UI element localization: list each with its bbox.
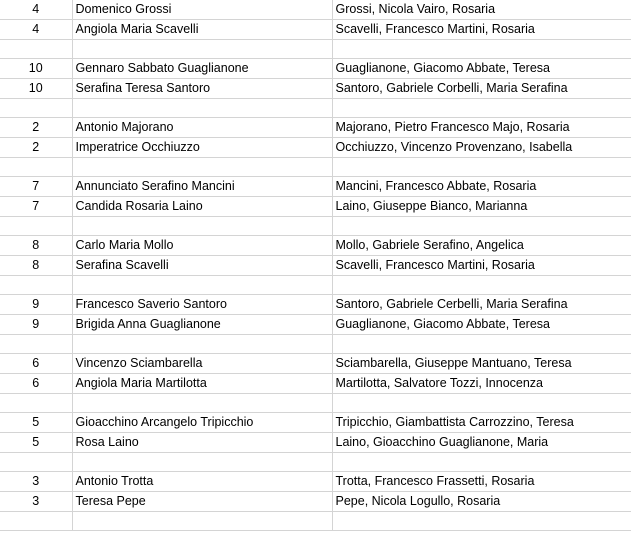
name-cell[interactable]: Vincenzo Sciambarella [72, 354, 332, 374]
parents-cell[interactable]: Occhiuzzo, Vincenzo Provenzano, Isabella [332, 138, 631, 158]
name-cell[interactable]: Angiola Maria Scavelli [72, 20, 332, 40]
name-cell[interactable] [72, 217, 332, 236]
num-cell[interactable]: 6 [0, 374, 72, 394]
num-cell[interactable]: 9 [0, 315, 72, 335]
table-row [0, 236, 631, 256]
table-row [0, 197, 631, 217]
parents-cell[interactable] [332, 512, 631, 531]
num-cell[interactable]: 2 [0, 118, 72, 138]
parents-cell[interactable] [332, 453, 631, 472]
parents-cell[interactable]: Majorano, Pietro Francesco Majo, Rosaria [332, 118, 631, 138]
parents-cell[interactable] [332, 99, 631, 118]
num-cell[interactable] [0, 453, 72, 472]
parents-cell[interactable]: Pepe, Nicola Logullo, Rosaria [332, 492, 631, 512]
num-cell[interactable]: 9 [0, 295, 72, 315]
table-row [0, 472, 631, 492]
num-cell[interactable]: 7 [0, 177, 72, 197]
table-row [0, 79, 631, 99]
table-row [0, 413, 631, 433]
name-cell[interactable] [72, 394, 332, 413]
parents-cell[interactable]: Scavelli, Francesco Martini, Rosaria [332, 20, 631, 40]
name-cell[interactable] [72, 453, 332, 472]
name-cell[interactable] [72, 40, 332, 59]
parents-cell[interactable]: Scavelli, Francesco Martini, Rosaria [332, 256, 631, 276]
parents-cell[interactable]: Trotta, Francesco Frassetti, Rosaria [332, 472, 631, 492]
num-cell[interactable] [0, 512, 72, 531]
name-cell[interactable]: Francesco Saverio Santoro [72, 295, 332, 315]
num-cell[interactable]: 7 [0, 197, 72, 217]
name-cell[interactable]: Rosa Laino [72, 433, 332, 453]
parents-cell[interactable]: Sciambarella, Giuseppe Mantuano, Teresa [332, 354, 631, 374]
parents-cell[interactable]: Santoro, Gabriele Corbelli, Maria Serafina [332, 79, 631, 99]
parents-cell[interactable]: Laino, Giuseppe Bianco, Marianna [332, 197, 631, 217]
num-cell[interactable]: 3 [0, 492, 72, 512]
num-cell[interactable] [0, 40, 72, 59]
num-cell[interactable] [0, 394, 72, 413]
num-cell[interactable]: 2 [0, 138, 72, 158]
parents-cell[interactable]: Mancini, Francesco Abbate, Rosaria [332, 177, 631, 197]
parents-cell[interactable]: Guaglianone, Giacomo Abbate, Teresa [332, 315, 631, 335]
table-row [0, 217, 631, 236]
table-row [0, 118, 631, 138]
parents-cell[interactable] [332, 158, 631, 177]
name-cell[interactable]: Antonio Trotta [72, 472, 332, 492]
name-cell[interactable]: Candida Rosaria Laino [72, 197, 332, 217]
name-cell[interactable]: Annunciato Serafino Mancini [72, 177, 332, 197]
table-row [0, 99, 631, 118]
num-cell[interactable] [0, 99, 72, 118]
name-cell[interactable]: Gioacchino Arcangelo Tripicchio [72, 413, 332, 433]
num-cell[interactable]: 5 [0, 413, 72, 433]
num-cell[interactable] [0, 335, 72, 354]
table-row [0, 177, 631, 197]
parents-cell[interactable] [332, 335, 631, 354]
parents-cell[interactable]: Tripicchio, Giambattista Carrozzino, Teresa [332, 413, 631, 433]
parents-cell[interactable] [332, 40, 631, 59]
num-cell[interactable]: 8 [0, 236, 72, 256]
num-cell[interactable]: 4 [0, 20, 72, 40]
num-cell[interactable]: 4 [0, 0, 72, 20]
num-cell[interactable]: 6 [0, 354, 72, 374]
table-row [0, 256, 631, 276]
name-cell[interactable]: Angiola Maria Martilotta [72, 374, 332, 394]
parents-cell[interactable]: Guaglianone, Giacomo Abbate, Teresa [332, 59, 631, 79]
table-row [0, 315, 631, 335]
num-cell[interactable]: 8 [0, 256, 72, 276]
table-row [0, 374, 631, 394]
table-row [0, 295, 631, 315]
num-cell[interactable] [0, 217, 72, 236]
name-cell[interactable]: Serafina Scavelli [72, 256, 332, 276]
parents-cell[interactable]: Laino, Gioacchino Guaglianone, Maria [332, 433, 631, 453]
name-cell[interactable]: Brigida Anna Guaglianone [72, 315, 332, 335]
num-cell[interactable] [0, 276, 72, 295]
table-row [0, 276, 631, 295]
name-cell[interactable]: Gennaro Sabbato Guaglianone [72, 59, 332, 79]
name-cell[interactable] [72, 276, 332, 295]
table-row [0, 492, 631, 512]
table-row [0, 394, 631, 413]
name-cell[interactable] [72, 335, 332, 354]
table-row [0, 20, 631, 40]
parents-cell[interactable] [332, 276, 631, 295]
table-row [0, 158, 631, 177]
table-row [0, 335, 631, 354]
name-cell[interactable] [72, 99, 332, 118]
name-cell[interactable] [72, 158, 332, 177]
name-cell[interactable]: Teresa Pepe [72, 492, 332, 512]
name-cell[interactable]: Carlo Maria Mollo [72, 236, 332, 256]
name-cell[interactable]: Domenico Grossi [72, 0, 332, 20]
name-cell[interactable]: Antonio Majorano [72, 118, 332, 138]
table-row [0, 433, 631, 453]
table-row [0, 138, 631, 158]
num-cell[interactable]: 10 [0, 59, 72, 79]
parents-cell[interactable] [332, 217, 631, 236]
parents-cell[interactable] [332, 394, 631, 413]
table-row [0, 453, 631, 472]
table-row [0, 40, 631, 59]
name-cell[interactable]: Serafina Teresa Santoro [72, 79, 332, 99]
parents-cell[interactable]: Grossi, Nicola Vairo, Rosaria [332, 0, 631, 20]
parents-cell[interactable]: Mollo, Gabriele Serafino, Angelica [332, 236, 631, 256]
num-cell[interactable]: 10 [0, 79, 72, 99]
table-row [0, 59, 631, 79]
name-cell[interactable] [72, 512, 332, 531]
name-cell[interactable]: Imperatrice Occhiuzzo [72, 138, 332, 158]
parents-cell[interactable]: Martilotta, Salvatore Tozzi, Innocenza [332, 374, 631, 394]
table-row [0, 354, 631, 374]
table-row [0, 0, 631, 20]
num-cell[interactable]: 5 [0, 433, 72, 453]
num-cell[interactable]: 3 [0, 472, 72, 492]
num-cell[interactable] [0, 158, 72, 177]
table-row [0, 512, 631, 531]
parents-cell[interactable]: Santoro, Gabriele Cerbelli, Maria Serafina [332, 295, 631, 315]
